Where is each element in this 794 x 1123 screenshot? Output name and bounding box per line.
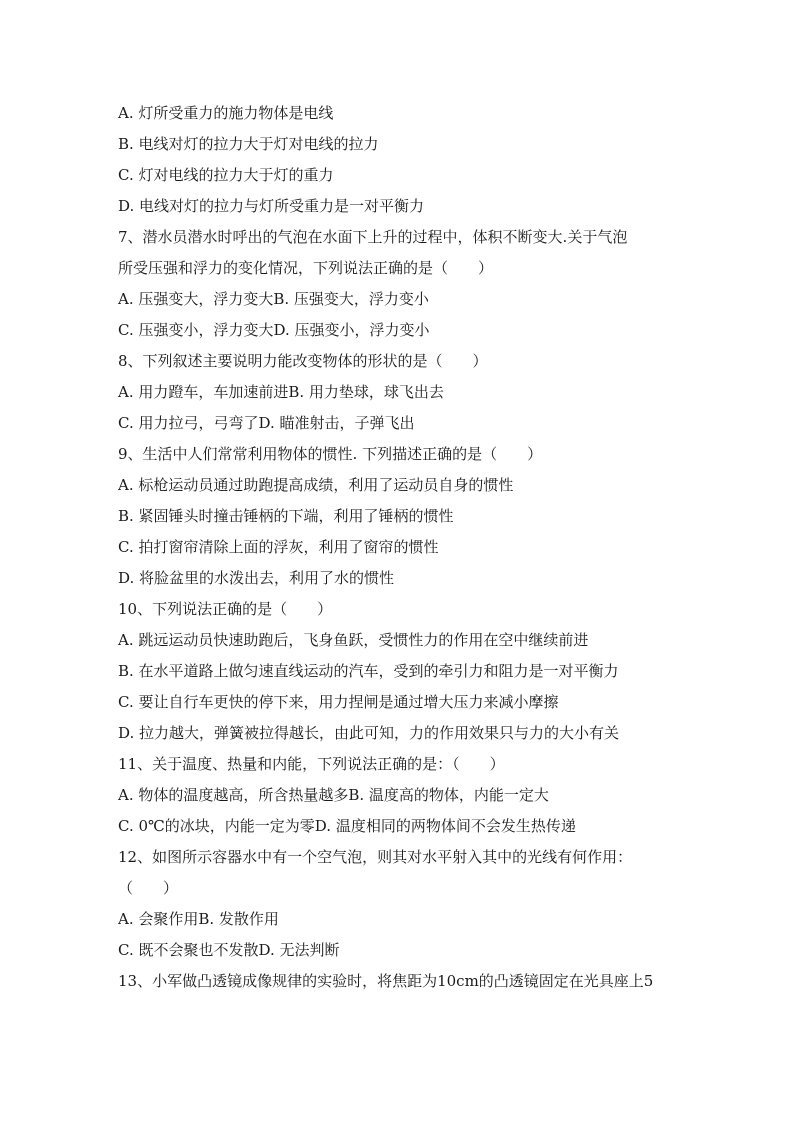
text-line: A. 标枪运动员通过助跑提高成绩，利用了运动员自身的惯性 (118, 476, 514, 494)
question-11-line: 11、关于温度、热量和内能，下列说法正确的是：（ ） (118, 755, 505, 773)
question-9-line: 9、生活中人们常常利用物体的惯性. 下列描述正确的是（ ） (118, 445, 543, 463)
text-line: （ ） (118, 879, 179, 897)
text-line: B. 紧固锤头时撞击锤柄的下端，利用了锤柄的惯性 (118, 507, 454, 525)
question-13-line: 13、小军做凸透镜成像规律的实验时，将焦距为10cm的凸透镜固定在光具座上5 (118, 972, 654, 990)
question-8-line: 8、下列叙述主要说明力能改变物体的形状的是（ ） (118, 352, 488, 370)
text-line: A. 跳远运动员快速助跑后，飞身鱼跃，受惯性力的作用在空中继续前进 (118, 631, 589, 649)
text-line: C. 用力拉弓，弓弯了D. 瞄准射击，子弹飞出 (118, 414, 415, 432)
text-line: A. 压强变大，浮力变大B. 压强变大，浮力变小 (118, 290, 429, 308)
text-line: C. 既不会聚也不发散D. 无法判断 (118, 941, 340, 959)
text-line: D. 将脸盆里的水泼出去，利用了水的惯性 (118, 569, 395, 587)
text-line: 所受压强和浮力的变化情况，下列说法正确的是（ ） (118, 259, 494, 277)
text-line: D. 电线对灯的拉力与灯所受重力是一对平衡力 (118, 197, 425, 215)
text-line: C. 灯对电线的拉力大于灯的重力 (118, 166, 334, 184)
text-line: D. 拉力越大，弹簧被拉得越长，由此可知，力的作用效果只与力的大小有关 (118, 724, 620, 742)
text-line: A. 会聚作用B. 发散作用 (118, 910, 279, 928)
question-7-line: 7、潜水员潜水时呼出的气泡在水面下上升的过程中，体积不断变大.关于气泡 (118, 228, 628, 246)
question-12-line: 12、如图所示容器水中有一个空气泡，则其对水平射入其中的光线有何作用： (118, 848, 633, 866)
text-line: B. 电线对灯的拉力大于灯对电线的拉力 (118, 135, 379, 153)
text-line: C. 拍打窗帘清除上面的浮灰，利用了窗帘的惯性 (118, 538, 439, 556)
text-line: C. 压强变小，浮力变大D. 压强变小，浮力变小 (118, 321, 430, 339)
text-line: C. 0℃的冰块，内能一定为零D. 温度相同的两物体间不会发生热传递 (118, 817, 576, 835)
question-10-line: 10、下列说法正确的是（ ） (118, 600, 333, 618)
text-line: B. 在水平道路上做匀速直线运动的汽车，受到的牵引力和阻力是一对平衡力 (118, 662, 619, 680)
text-line: A. 灯所受重力的施力物体是电线 (118, 104, 334, 122)
text-line: C. 要让自行车更快的停下来，用力捏闸是通过增大压力来减小摩擦 (118, 693, 559, 711)
text-line: A. 物体的温度越高，所含热量越多B. 温度高的物体，内能一定大 (118, 786, 549, 804)
text-line: A. 用力蹬车，车加速前进B. 用力垫球，球飞出去 (118, 383, 444, 401)
question-text-block (118, 98, 678, 997)
